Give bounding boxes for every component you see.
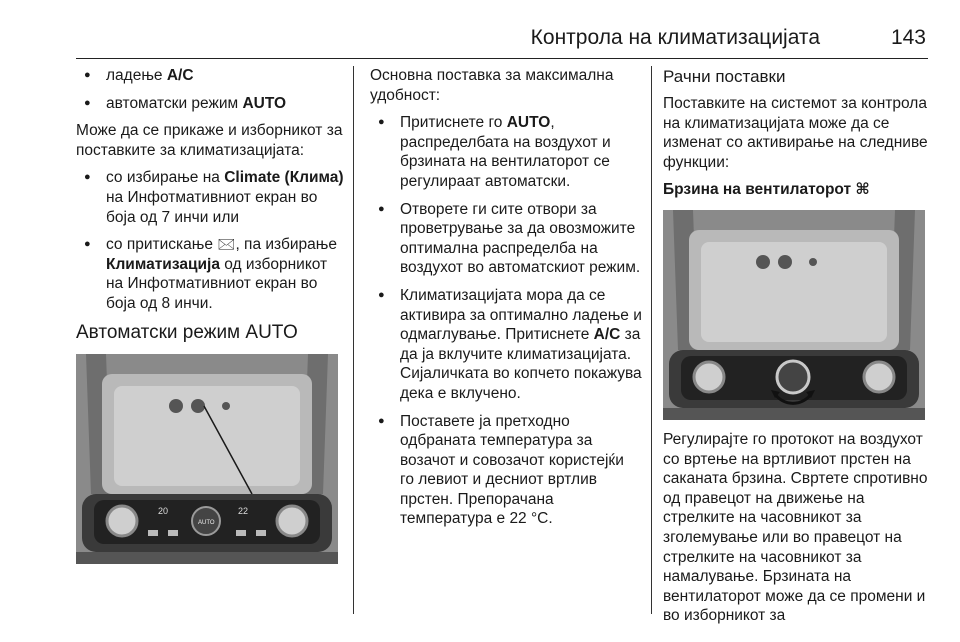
section-heading: Автоматски режим AUTO [76, 321, 298, 343]
list-item: ● ладење A/C [76, 66, 346, 86]
paragraph: Основна поставка за максимална удобност: [370, 67, 614, 104]
subsection-heading: Брзина на вентилаторот ⌘ [663, 181, 870, 199]
column-right [663, 66, 929, 634]
fan-icon: ⌘ [855, 181, 870, 199]
list-item: ● Отворете ги сите отвори за проветрување за да овозможите оптимална распределба на воздухот во автоматскиот режим. [370, 200, 642, 278]
bullet-list [370, 113, 642, 529]
bullet-list [76, 168, 346, 313]
auto-button-label: AUTO [198, 519, 215, 526]
list-item: ● Поставете ја претходно одбраната температура за возачот и совозачот користејќи го левиот и десниот вртлив прстен. Препорачана температура е 22 °C. [370, 412, 642, 530]
list-item: ● Климатизацијата мора да се активира за оптимално ладење и одмаглување. Притиснете A/C за да ја вклучите климатизацијата. Сијаличката во копчето покажува дека е вклучено. [370, 286, 642, 404]
page-number: 143 [890, 26, 926, 49]
left-temp-label: 20 [158, 505, 169, 516]
paragraph: Поставките на системот за контрола на климатизацијата може да се изменат со активирање на следниве функции: [663, 95, 928, 171]
list-item: ● Притиснете го AUTO, распределбата на воздухот и брзината на вентилаторот се регулираат автоматски. [370, 113, 642, 191]
paragraph: Може да се прикаже и изборникот за поставките за климатизацијата: [76, 122, 343, 159]
page-title: Контрола на климатизацијата [530, 26, 820, 49]
fan-control-figure [663, 210, 925, 420]
column-left [76, 66, 346, 574]
menu-icon: 🖂 [217, 236, 236, 254]
climate-panel-figure [76, 354, 338, 564]
column-middle [370, 66, 642, 537]
list-item: ● со притискање 🖂, па избирање Климатизација од изборникот на Инфотмативниот екран во боја од 8 инчи. [76, 235, 346, 313]
right-temp-label: 22 [238, 505, 249, 516]
paragraph: Регулирајте го протокот на воздухот со вртење на вртливиот прстен на саканата брзина. Свртете спротивно од правецот на движење на стрелките на часовникот за зголемување или во правецот на стрелките на часовникот за намалување. Брзината на вентилаторот може да се промени и во изборникот за [663, 430, 928, 625]
page-header [76, 18, 928, 59]
list-item: ● со избирање на Climate (Клима) на Инфотмативниот екран во боја од 7 инчи или [76, 168, 346, 227]
column-divider [353, 66, 354, 614]
bullet-list [76, 66, 346, 113]
section-heading: Рачни поставки [663, 67, 786, 86]
list-item: ● автоматски режим AUTO [76, 94, 346, 114]
column-divider [651, 66, 652, 614]
